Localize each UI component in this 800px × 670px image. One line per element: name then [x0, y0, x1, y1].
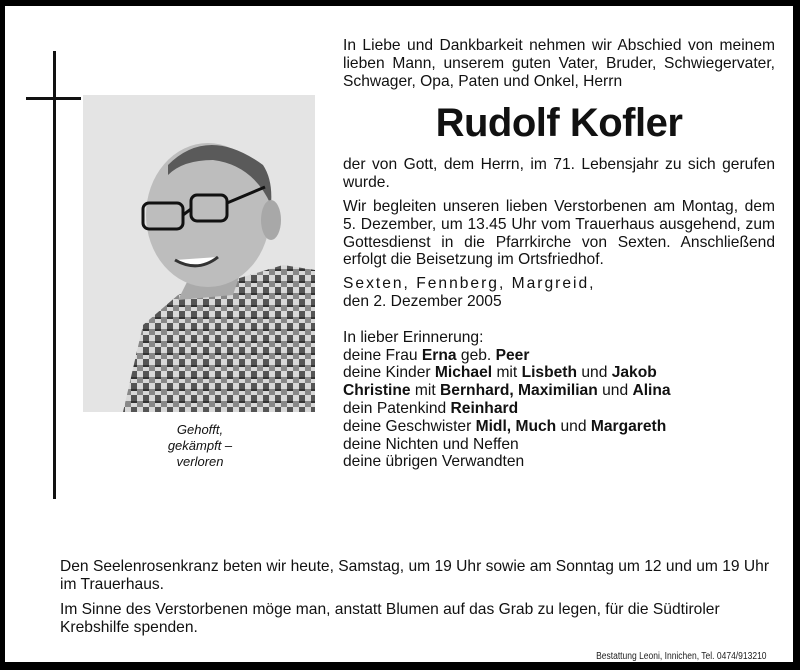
funeral-details: Wir begleiten unseren lieben Verstorbenen am Montag, dem 5. Dezember, um 13.45 Uhr vom Trauerhaus ausgehend, zum Gottesdienst in die Pfarrkirche von Sexten. Anschließend erfolgt die Beisetzung im Ortsfriedhof.: [343, 197, 775, 269]
memory-line: deine Geschwister Midl, Much und Margareth: [343, 417, 667, 435]
memory-line: dein Patenkind Reinhard: [343, 399, 519, 417]
memory-line: deine übrigen Verwandten: [343, 453, 525, 471]
donation-text: Im Sinne des Verstorbenen möge man, anstatt Blumen auf das Grab zu legen, für die Südtiroler Krebshilfe spenden.: [60, 601, 720, 636]
undertaker-credit: Bestattung Leoni, Innichen, Tel. 0474/913210: [596, 651, 767, 662]
memory-line: deine Frau Erna geb. Peer: [343, 346, 530, 364]
places: Sexten, Fennberg, Margreid,: [343, 275, 596, 293]
called-text: der von Gott, dem Herrn, im 71. Lebensjahr zu sich gerufen wurde.: [343, 156, 775, 192]
portrait-photo-illustration: [83, 95, 315, 412]
caption-line: gekämpft –: [167, 438, 233, 453]
memory-line: Christine mit Bernhard, Maximilian und Alina: [343, 382, 671, 400]
memory-list: [343, 329, 775, 471]
notice-paper: [5, 6, 793, 662]
photo-caption: [125, 422, 275, 470]
additional-info: [60, 558, 775, 644]
notice-date: den 2. Dezember 2005: [343, 292, 502, 310]
caption-line: Gehofft,: [176, 422, 224, 437]
portrait-photo: [83, 95, 315, 412]
rosary-text: Den Seelenrosenkranz beten wir heute, Samstag, um 19 Uhr sowie am Sonntag um 12 und um 19 Uhr im Trauerhaus.: [60, 558, 770, 593]
intro-text: In Liebe und Dankbarkeit nehmen wir Abschied von meinem lieben Mann, unserem guten Vater, Bruder, Schwiegervater, Schwager, Opa, Paten und Onkel, Herrn: [343, 37, 775, 90]
caption-line: verloren: [176, 454, 224, 469]
notice-body: [343, 37, 775, 471]
memory-line: deine Nichten und Neffen: [343, 435, 519, 453]
deceased-name: Rudolf Kofler: [435, 101, 683, 146]
memory-heading: In lieber Erinnerung:: [343, 328, 484, 346]
cross-icon-vertical: [53, 51, 56, 499]
cross-icon-horizontal: [26, 97, 81, 100]
memory-line: deine Kinder Michael mit Lisbeth und Jakob: [343, 364, 657, 382]
